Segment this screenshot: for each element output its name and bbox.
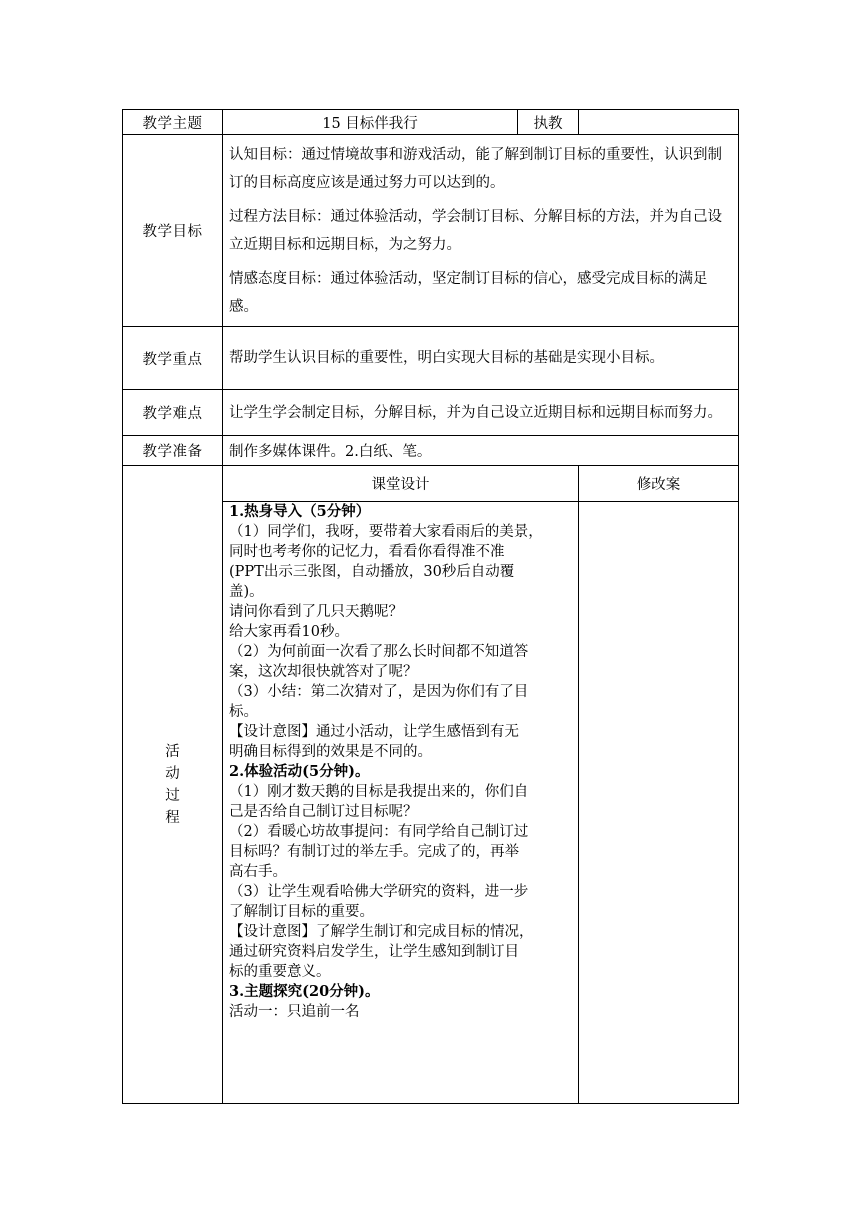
key-value	[223, 327, 739, 390]
activity-lines	[229, 502, 572, 1022]
difficulty-text: 让学生学会制定目标，分解目标，并为自己设立近期目标和远期目标而努力。	[229, 404, 722, 421]
activity-heading: 3.主题探究(20分钟)。	[229, 983, 380, 1000]
prep-label: 教学准备	[123, 436, 223, 466]
activity-line: 活动一：只追前一名	[229, 1004, 360, 1020]
activity-line: （3）小结：第二次猜对了，是因为你们有了目	[229, 684, 529, 700]
difficulty-value	[223, 390, 739, 436]
process-char-3: 过	[165, 787, 180, 804]
key-label: 教学重点	[123, 327, 223, 390]
prep-row	[123, 436, 739, 466]
activity-line: 请问你看到了几只天鹅呢？	[229, 604, 403, 620]
activity-line: 己是否给自己制订过目标呢？	[229, 804, 418, 820]
revise-value	[579, 502, 739, 1104]
activity-line: 【设计意图】通过小活动，让学生感悟到有无	[229, 724, 519, 740]
teacher-label: 执教	[518, 110, 579, 135]
topic-row	[123, 110, 739, 135]
key-text: 帮助学生认识目标的重要性，明白实现大目标的基础是实现小目标。	[229, 350, 664, 366]
activity-line: 通过研究资料启发学生，让学生感知到制订目	[229, 944, 519, 960]
difficulty-row	[123, 390, 739, 436]
activity-line: （1）同学们，我呀，要带着大家看雨后的美景，	[229, 524, 543, 540]
activity-line: (PPT出示三张图，自动播放，30秒后自动覆	[229, 564, 515, 580]
design-header: 课堂设计	[223, 466, 579, 502]
topic-label: 教学主题	[123, 110, 223, 135]
process-char-1: 活	[165, 743, 180, 760]
activity-line: 高右手。	[229, 864, 287, 880]
goals-label: 教学目标	[123, 135, 223, 327]
activity-line: 了解制订目标的重要。	[229, 904, 374, 920]
difficulty-label: 教学难点	[123, 390, 223, 436]
goals-cell	[223, 135, 739, 327]
activity-line: 盖)。	[229, 584, 264, 600]
activity-line: 给大家再看10秒。	[229, 624, 349, 640]
goal-cognitive: 认知目标：通过情境故事和游戏活动，能了解到制订目标的重要性，认识到制订的目标高度应该是通过努力可以达到的。	[229, 146, 722, 191]
goals-row	[123, 135, 739, 327]
design-header-row	[123, 466, 739, 502]
activity-content	[223, 502, 579, 1104]
activity-line: 案，这次却很快就答对了呢？	[229, 664, 418, 680]
process-char-2: 动	[165, 765, 180, 782]
activity-line: 明确目标得到的效果是不同的。	[229, 744, 432, 760]
topic-value: 15 目标伴我行	[223, 110, 518, 135]
activity-heading: 1.热身导入（5分钟）	[229, 503, 371, 520]
activity-line: （3）让学生观看哈佛大学研究的资料，进一步	[229, 884, 529, 900]
teacher-value	[579, 110, 739, 135]
revise-header: 修改案	[579, 466, 739, 502]
activity-line: （2）为何前面一次看了那么长时间都不知道答	[229, 644, 529, 660]
activity-heading: 2.体验活动(5分钟)。	[229, 763, 370, 780]
process-char-4: 程	[165, 809, 180, 826]
activity-line: 标的重要意义。	[229, 964, 331, 980]
activity-line: （1）刚才数天鹅的目标是我提出来的，你们自	[229, 784, 529, 800]
activity-line: 目标吗？有制订过的举左手。完成了的，再举	[229, 844, 519, 860]
activity-line: （2）看暖心坊故事提问：有同学给自己制订过	[229, 824, 529, 840]
process-label	[123, 466, 223, 1104]
activity-line: 【设计意图】了解学生制订和完成目标的情况，	[229, 924, 534, 940]
goal-emotion: 情感态度目标：通过体验活动，坚定制订目标的信心，感受完成目标的满足感。	[229, 270, 708, 315]
key-row	[123, 327, 739, 390]
activity-line: 标。	[229, 704, 258, 720]
prep-value: 制作多媒体课件。2.白纸、笔。	[223, 436, 739, 466]
activity-line: 同时也考考你的记忆力，看看你看得准不准	[229, 544, 505, 560]
lesson-plan-table	[122, 109, 739, 1104]
goal-process: 过程方法目标：通过体验活动，学会制订目标、分解目标的方法，并为自己设立近期目标和远期目标，为之努力。	[229, 208, 722, 253]
